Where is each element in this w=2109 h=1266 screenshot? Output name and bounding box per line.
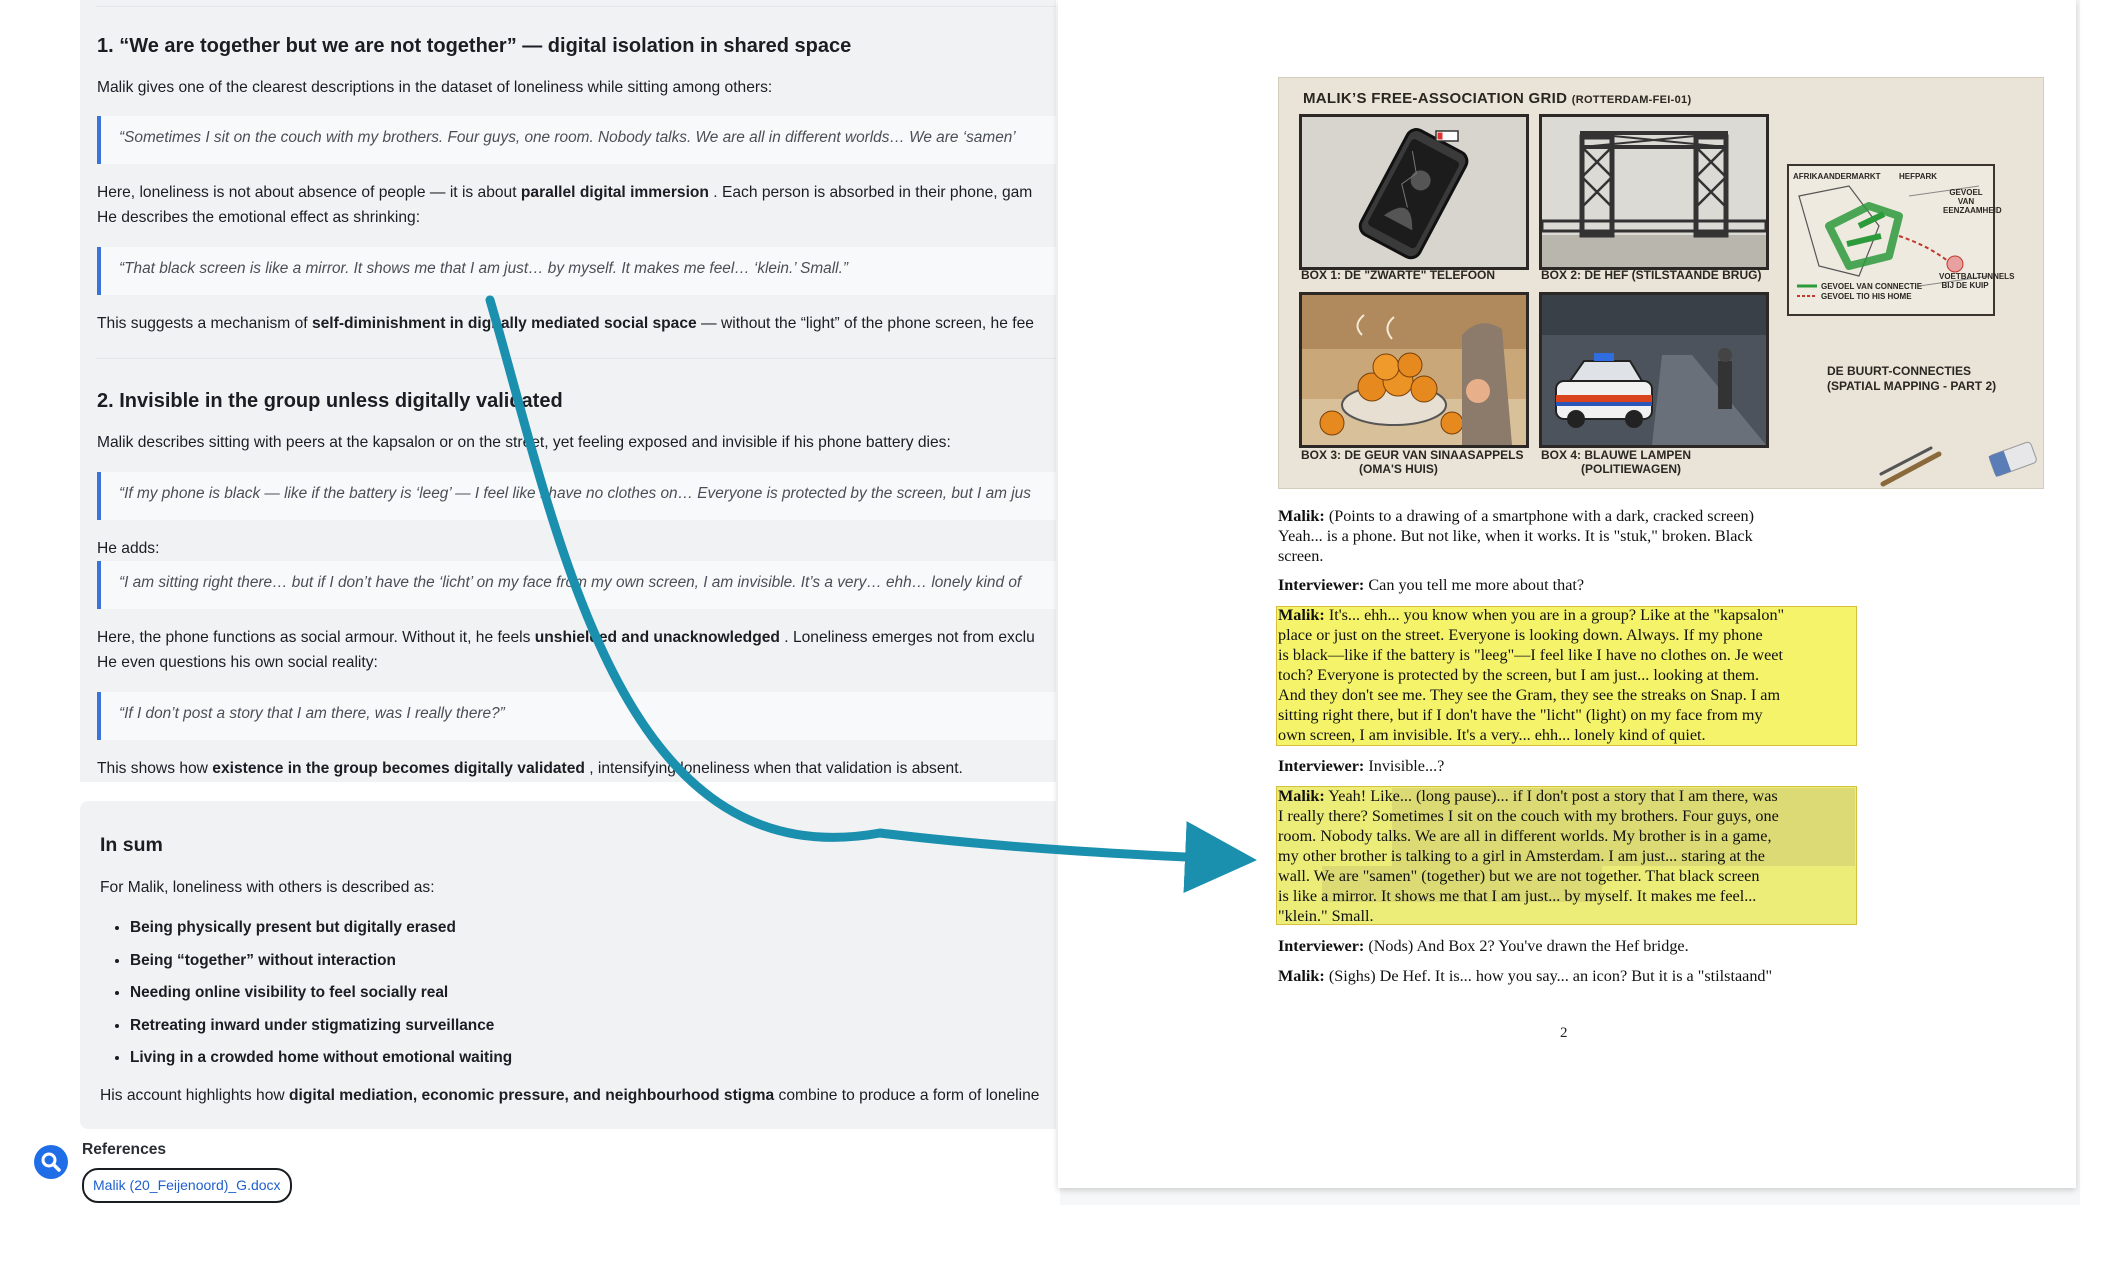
reference-chip[interactable]: Malik (20_Feijenoord)_G.docx <box>82 1168 292 1203</box>
section1-paragraph-line2: He describes the emotional effect as shrinking: <box>97 209 421 226</box>
summary-title: In sum <box>100 834 163 856</box>
transcript-turn: Malik: (Points to a drawing of a smartphone with a dark, cracked screen) <box>1278 507 1755 525</box>
arrow-path <box>490 300 1230 859</box>
box4-caption: BOX 4: BLAUWE LAMPEN (POLITIEWAGEN) <box>1541 448 1691 476</box>
transcript-line: screen. <box>1278 547 1324 565</box>
quote-text: “Sometimes I sit on the couch with my brothers. Four guys, one room. Nobody talks. We are all in different worlds… We are ‘samen’ <box>119 129 1016 146</box>
quote-text: “If my phone is black — like if the battery is ‘leeg’ — I feel like I have no clothes on… Everyone is protected by the screen, but I am jus <box>119 485 1031 502</box>
page-number: 2 <box>1560 1025 1568 1041</box>
section2-adds: He adds: <box>97 540 160 557</box>
transcript-turn: Interviewer: Invisible...? <box>1278 757 1445 775</box>
list-item: • Being physically present but digitally erased <box>130 912 512 945</box>
section-heading-1: 1. “We are together but we are not together” — digital isolation in shared space <box>97 35 852 57</box>
list-item: • Needing online visibility to feel socially real <box>130 977 512 1010</box>
transcript-turn: Interviewer: (Nods) And Box 2? You've drawn the Hef bridge. <box>1278 937 1689 955</box>
transcript-line: I really there? Sometimes I sit on the couch with my brothers. Four guys, one <box>1278 807 1779 825</box>
quote-text: “That black screen is like a mirror. It shows me that I am just… by myself. It makes me feel… ‘klein.’ Small.” <box>119 260 848 277</box>
box3-caption: BOX 3: DE GEUR VAN SINAASAPPELS (OMA'S HUIS) <box>1301 448 1524 476</box>
list-item: • Retreating inward under stigmatizing surveillance <box>130 1010 512 1043</box>
transcript-turn: Interviewer: Can you tell me more about that? <box>1278 576 1585 594</box>
quote-text: “If I don’t post a story that I am there, was I really there?” <box>119 705 505 722</box>
section2-paragraph: Here, the phone functions as social armour. Without it, he feels unshielded and unacknowledged . Loneliness emerges not from exclu <box>97 629 1035 646</box>
section1-intro: Malik gives one of the clearest descriptions in the dataset of loneliness while sitting among others: <box>97 79 773 96</box>
transcript-turn: Malik: It's... ehh... you know when you are in a group? Like at the "kapsalon" <box>1278 606 1785 624</box>
box2-caption: BOX 2: DE HEF (STILSTAANDE BRUG) <box>1541 268 1762 282</box>
section1-conclusion: This suggests a mechanism of self-diminishment in digitally mediated social space — without the “light” of the phone screen, he fee <box>97 315 1034 332</box>
transcript-line: own screen, I am invisible. It's a very... ehh... lonely kind of quiet. <box>1278 726 1706 744</box>
section2-conclusion: This shows how existence in the group becomes digitally validated , intensifying loneliness when that validation is absent. <box>97 760 963 777</box>
map-label: VOETBALTUNNELS BIJ DE KUIP <box>1939 272 2015 290</box>
transcript-line: wall. We are "samen" (together) but we are not together. That black screen <box>1278 867 1760 885</box>
transcript-line: "klein." Small. <box>1278 907 1374 925</box>
summary-closing: His account highlights how digital mediation, economic pressure, and neighbourhood stigma combine to produce a form of loneline <box>100 1087 1040 1104</box>
transcript-turn: Malik: Yeah! Like... (long pause)... if I don't post a story that I am there, was <box>1278 787 1778 805</box>
quote-text: “I am sitting right there… but if I don’t have the ‘licht’ on my face from my own screen, I am invisible. It’s a very… ehh… lonely kind of <box>119 574 1022 591</box>
list-item: • Being “together” without interaction <box>130 945 512 978</box>
list-item: • Living in a crowded home without emotional waiting <box>130 1042 512 1075</box>
map-label: HEFPARK <box>1899 172 1938 181</box>
transcript-line: Yeah... is a phone. But not like, when it works. It is "stuk," broken. Black <box>1278 527 1753 545</box>
map-legend: GEVOEL TIO HIS HOME <box>1821 292 1912 301</box>
box1-caption: BOX 1: DE "ZWARTE" TELEFOON <box>1301 268 1496 282</box>
references-label: References <box>82 1141 167 1158</box>
transcript-line: my other brother is talking to a girl in Amsterdam. I am just... staring at the <box>1278 847 1765 865</box>
transcript-line: is black—like if the battery is "leeg"—I feel like I have no clothes on. Je weet <box>1278 646 1783 664</box>
transcript-line: toch? Everyone is protected by the screen, but I am just... looking at them. <box>1278 666 1759 684</box>
section1-paragraph: Here, loneliness is not about absence of people — it is about parallel digital immersion . Each person is absorbed in their phone, gam <box>97 184 1033 201</box>
section2-paragraph-line2: He even questions his own social reality: <box>97 654 378 671</box>
map-label: AFRIKAANDERMARKT <box>1793 172 1881 181</box>
transcript-line: is like a mirror. It shows me that I am just... by myself. It makes me feel... <box>1278 887 1757 905</box>
transcript-line: place or just on the street. Everyone is looking down. Always. If my phone <box>1278 626 1763 644</box>
summary-intro: For Malik, loneliness with others is described as: <box>100 879 435 896</box>
transcript-line: sitting right there, but if I don't have the "licht" (light) on my face from my <box>1278 706 1763 724</box>
transcript-line: room. Nobody talks. We are all in different worlds. My brother is in a game, <box>1278 827 1772 845</box>
transcript-line: And they don't see me. They see the Gram, they see the streaks on Snap. I am <box>1278 686 1781 704</box>
figure-title: MALIK’S FREE-ASSOCIATION GRID (ROTTERDAM-FEI-01) <box>1303 90 1692 107</box>
section-heading-2: 2. Invisible in the group unless digitally validated <box>97 390 563 412</box>
transcript-turn: Malik: (Sighs) De Hef. It is... how you say... an icon? But it is a "stilstaand" <box>1278 967 1773 985</box>
map-label: GEVOEL VAN EENZAAMHEID <box>1943 188 2002 215</box>
map-legend: GEVOEL VAN CONNECTIE <box>1821 282 1923 291</box>
section2-intro: Malik describes sitting with peers at the kapsalon or on the street, yet feeling exposed and invisible if his phone battery dies: <box>97 434 951 451</box>
map-caption: DE BUURT-CONNECTIES (SPATIAL MAPPING - PART 2) <box>1827 364 1997 393</box>
